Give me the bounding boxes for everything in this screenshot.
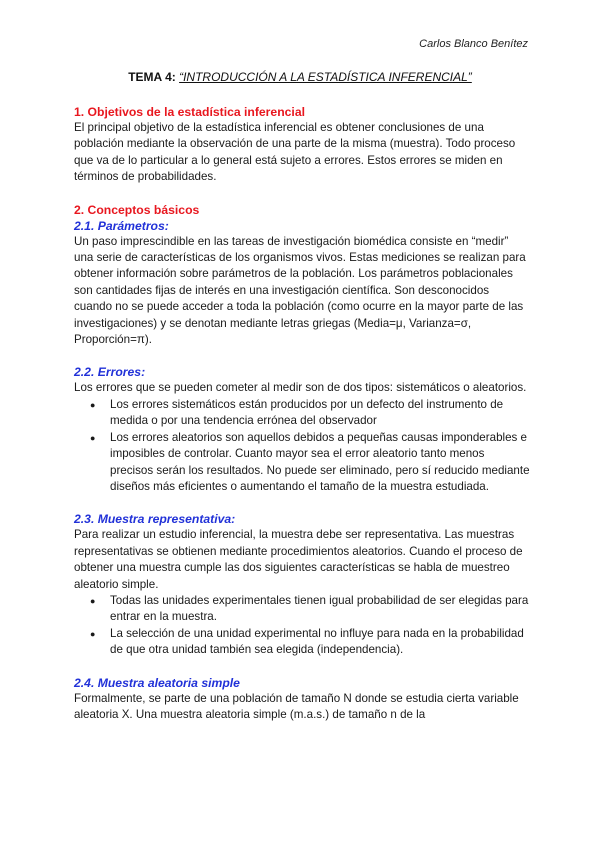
section-2-heading: 2. Conceptos básicos <box>74 202 200 217</box>
section-1-heading: 1. Objetivos de la estadística inferencial <box>74 105 305 119</box>
title-label: TEMA 4: <box>128 70 176 84</box>
section-2-4-text: Formalmente, se parte de una población de tamaño N donde se estudia cierta variable aleatoria X. Una muestra aleatoria simple (m.a.s.) de tamaño n de la <box>74 691 519 721</box>
list-item: ● La selección de una unidad experimental no influye para nada en la probabilidad de que otra unidad también sea elegida (independencia). <box>90 626 524 657</box>
bullet-icon: ● <box>90 432 96 443</box>
list-item: ● Los errores sistemáticos están producidos por un defecto del instrumento de medida o por una tendencia errónea del observador <box>90 397 504 428</box>
list-item: ● Todas las unidades experimentales tienen igual probabilidad de ser elegidas para entrar en la muestra. <box>90 593 529 624</box>
section-2-2-text: Los errores que se pueden cometer al medir son de dos tipos: sistemáticos o aleatorios. <box>74 381 527 395</box>
section-1-text: El principal objetivo de la estadística inferencial es obtener conclusiones de una población mediante la observación de una parte de la misma (muestra). Todo proceso que va de lo particular a lo general está sujeto a errores. Estos errores se miden en términos de probabilidades. <box>74 121 516 184</box>
bullet-icon: ● <box>90 399 96 410</box>
bullet-icon: ● <box>90 628 96 639</box>
document-body <box>74 104 530 723</box>
section-2-3-heading: 2.3. Muestra representativa: <box>74 512 236 527</box>
section-2-1-heading: 2.1. Parámetros: <box>74 218 169 233</box>
errors-list <box>74 397 530 495</box>
section-2-3-text: Para realizar un estudio inferencial, la muestra debe ser representativa. Las muestras representativas se obtienen mediante procedimientos aleatorios. Cuando el proceso de obtener una muestra cumple las dos siguientes características se habla de muestreo aleatorio simple. <box>74 528 523 591</box>
section-2-4-heading: 2.4. Muestra aleatoria simple <box>74 675 240 690</box>
section-2-1-text: Un paso imprescindible en las tareas de investigación biomédica consiste en “medir” una serie de características de los organismos vivos. Estas mediciones se realizan para obtener información sobre parámetros de la población. Los parámetros poblacionales son cantidades fijas de interés en una investigación científica. Son desconocidos cuando no se puede acceder a toda la población (como ocurre en la mayor parte de las investigaciones) y se denotan mediante letras griegas (Media=μ, Varianza=σ, Proporción=π). <box>74 234 526 347</box>
author-name: Carlos Blanco Benítez <box>419 38 528 50</box>
sample-list <box>74 593 530 659</box>
section-2-2-heading: 2.2. Errores: <box>74 365 146 380</box>
bullet-icon: ● <box>90 595 96 606</box>
document-title <box>0 70 600 84</box>
list-item: ● Los errores aleatorios son aquellos debidos a pequeñas causas imponderables e imposibles de controlar. Cuanto mayor sea el error aleatorio tanto menos precisos serán los resultados. No puede ser eliminado, pero sí reducido mediante diseños más eficientes o aumentando el tamaño de la muestra estudiada. <box>90 430 530 493</box>
title-text: “INTRODUCCIÓN A LA ESTADÍSTICA INFERENCIAL” <box>179 70 472 84</box>
